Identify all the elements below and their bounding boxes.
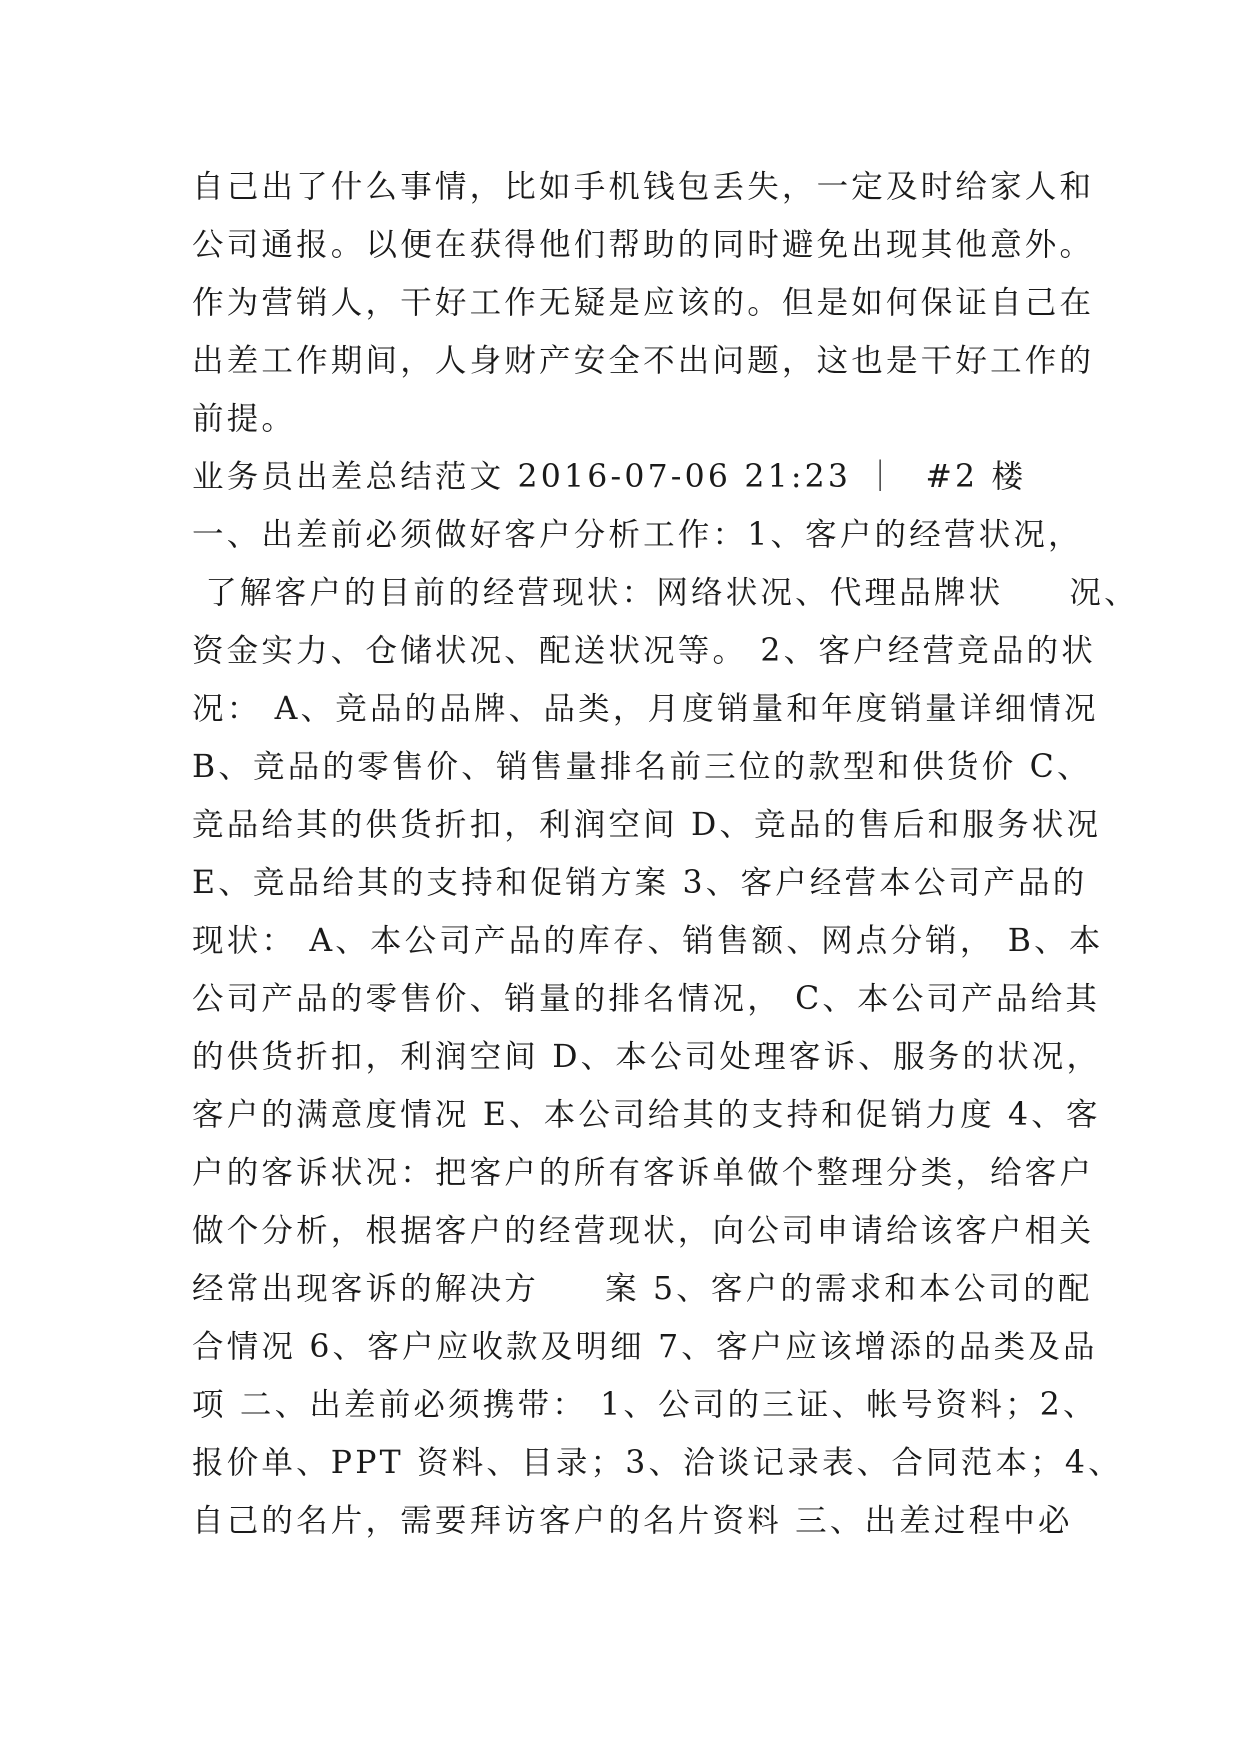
text-line: 出差工作期间，人身财产安全不出问题，这也是干好工作的 [192, 343, 1095, 379]
text-line: 经常出现客诉的解决方 案 5、客户的需求和本公司的配 [192, 1271, 1093, 1307]
document-body [192, 158, 1139, 1550]
text-line: 况： A、竞品的品牌、品类，月度销量和年度销量详细情况 [192, 691, 1099, 727]
text-line: 合情况 6、客户应收款及明细 7、客户应该增添的品类及品 [192, 1329, 1098, 1365]
text-line: 公司产品的零售价、销量的排名情况， C、本公司产品给其 [192, 981, 1101, 1017]
text-line: 的供货折扣，利润空间 D、本公司处理客诉、服务的状况， [192, 1039, 1102, 1075]
text-line: 项 二、出差前必须携带： 1、公司的三证、帐号资料；2、 [192, 1387, 1098, 1423]
text-line: B、竞品的零售价、销售量排名前三位的款型和供货价 C、 [192, 749, 1092, 785]
text-line: 客户的满意度情况 E、本公司给其的支持和促销力度 4、客 [192, 1097, 1101, 1133]
text-line: 前提。 [192, 401, 297, 437]
text-line: 报价单、PPT 资料、目录；3、洽谈记录表、合同范本；4、 [192, 1445, 1123, 1481]
text-line: 户的客诉状况：把客户的所有客诉单做个整理分类，给客户 [192, 1155, 1095, 1191]
text-line: 竞品给其的供货折扣，利润空间 D、竞品的售后和服务状况 [192, 807, 1102, 843]
text-line: E、竞品给其的支持和促销方案 3、客户经营本公司产品的 [192, 865, 1088, 901]
text-line: 作为营销人，干好工作无疑是应该的。但是如何保证自己在 [192, 285, 1095, 321]
text-line: 资金实力、仓储状况、配送状况等。 2、客户经营竞品的状 [192, 633, 1096, 669]
text-line: 现状： A、本公司产品的库存、销售额、网点分销， B、本 [192, 923, 1104, 959]
text-line: 自己出了什么事情，比如手机钱包丢失，一定及时给家人和 [192, 169, 1095, 205]
text-line: 自己的名片，需要拜访客户的名片资料 三、出差过程中必 [192, 1503, 1073, 1539]
post-header-line: 业务员出差总结范文 2016-07-06 21:23 ｜ #2 楼 [192, 459, 1027, 495]
text-line: 公司通报。以便在获得他们帮助的同时避免出现其他意外。 [192, 227, 1095, 263]
text-line: 做个分析，根据客户的经营现状，向公司申请给该客户相关 [192, 1213, 1095, 1249]
text-line: 一、出差前必须做好客户分析工作：1、客户的经营状况， [192, 517, 1083, 553]
text-line: 了解客户的目前的经营现状：网络状况、代理品牌状 况、 [192, 575, 1139, 611]
